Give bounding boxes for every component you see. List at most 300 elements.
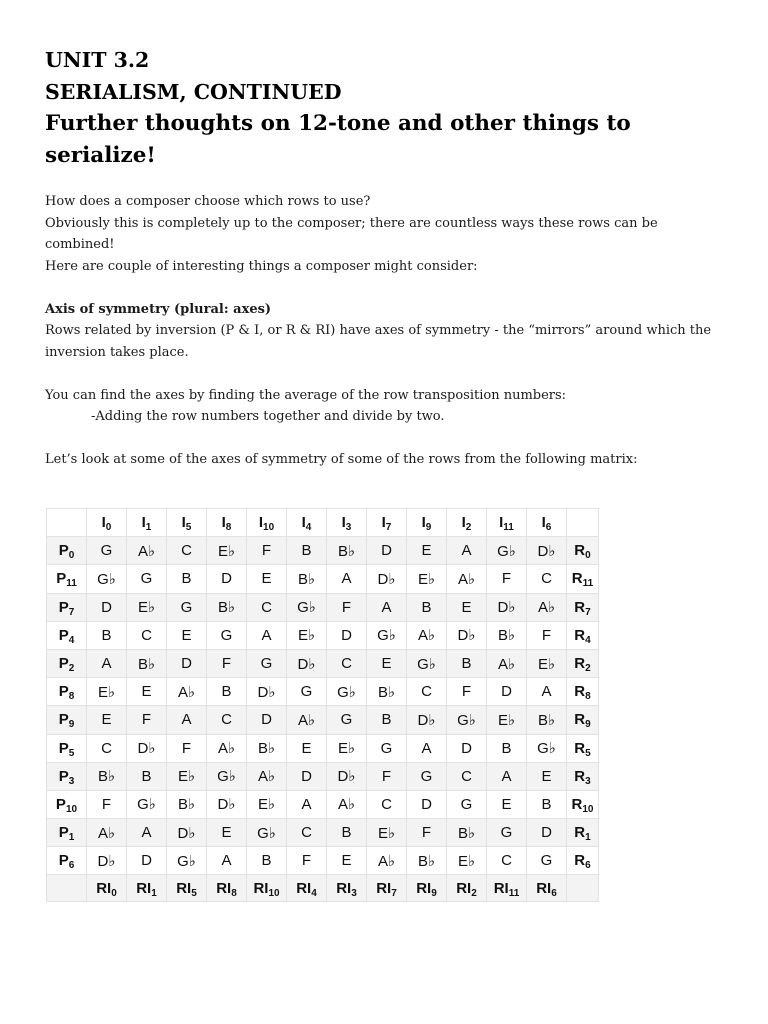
retrograde-inversion-label [407, 875, 447, 902]
note-cell: E♭ [527, 649, 567, 677]
inversion-label [367, 509, 407, 537]
label-letter: R [574, 542, 586, 560]
note-cell: B♭ [367, 678, 407, 706]
label-letter: RI [216, 879, 232, 897]
label-index: 4 [585, 634, 591, 646]
note-cell: G [287, 678, 327, 706]
label-letter: RI [376, 879, 392, 897]
label-letter: R [574, 824, 586, 842]
note-cell: B♭ [407, 847, 447, 875]
note-cell: G♭ [447, 706, 487, 734]
note-cell: F [167, 734, 207, 762]
note-cell: E♭ [447, 847, 487, 875]
label-letter: P [58, 852, 69, 870]
note-cell: A [447, 537, 487, 565]
note-cell: E [167, 621, 207, 649]
label-letter: I [301, 514, 306, 532]
note-cell: A♭ [447, 565, 487, 593]
note-cell: D♭ [167, 819, 207, 847]
note-cell: A♭ [207, 734, 247, 762]
note-cell: E [487, 790, 527, 818]
note-cell: G [207, 621, 247, 649]
label-letter: R [574, 767, 586, 785]
prime-label [47, 649, 87, 677]
inversion-label [527, 509, 567, 537]
note-cell: C [367, 790, 407, 818]
note-cell: E [207, 819, 247, 847]
label-letter: P [58, 542, 69, 560]
note-cell: G♭ [407, 649, 447, 677]
note-cell: A♭ [327, 790, 367, 818]
note-cell: G♭ [127, 790, 167, 818]
label-index: 10 [268, 887, 280, 899]
label-index: 0 [105, 522, 112, 534]
retrograde-label [567, 847, 599, 875]
matrix-footer-row [47, 875, 599, 902]
page-title: SERIALISM, CONTINUED [45, 80, 342, 104]
label-letter: RI [176, 879, 192, 897]
note-cell: E♭ [167, 762, 207, 790]
note-cell: D♭ [447, 621, 487, 649]
label-index: 3 [345, 522, 352, 534]
inversion-label [87, 509, 127, 537]
note-cell: G [327, 706, 367, 734]
note-cell: G [87, 537, 127, 565]
note-cell: E [127, 678, 167, 706]
label-index: 9 [68, 719, 75, 731]
label-index: 3 [351, 887, 357, 899]
note-cell: D♭ [207, 790, 247, 818]
note-cell: G♭ [487, 537, 527, 565]
note-cell: B♭ [207, 593, 247, 621]
label-letter: P [58, 626, 69, 644]
label-letter: I [258, 514, 264, 532]
inversion-label [127, 509, 167, 537]
label-index: 5 [585, 747, 591, 759]
intro-answer: Obviously this is completely up to the composer; there are countless ways these rows can be combined! [45, 215, 658, 252]
retrograde-inversion-label [447, 875, 487, 902]
inversion-label [167, 509, 207, 537]
note-cell: A♭ [247, 762, 287, 790]
matrix-row [47, 593, 599, 621]
label-letter: P [58, 655, 69, 673]
label-index: 1 [585, 832, 591, 844]
note-cell: D [367, 537, 407, 565]
label-index: 6 [68, 860, 75, 872]
note-cell: A♭ [527, 593, 567, 621]
note-cell: E [87, 706, 127, 734]
axis-find-text: You can find the axes by finding the average of the row transposition numbers: [45, 387, 567, 403]
label-index: 6 [551, 887, 557, 899]
note-cell: B [327, 819, 367, 847]
retrograde-label [567, 790, 599, 818]
note-cell: E♭ [287, 621, 327, 649]
note-cell: C [127, 621, 167, 649]
prime-label [47, 593, 87, 621]
note-cell: A [87, 649, 127, 677]
retrograde-label [567, 593, 599, 621]
note-cell: D [327, 621, 367, 649]
retrograde-inversion-label [207, 875, 247, 902]
note-cell: A♭ [367, 847, 407, 875]
note-cell: D [407, 790, 447, 818]
prime-label [47, 678, 87, 706]
note-cell: A [247, 621, 287, 649]
note-cell: D [527, 819, 567, 847]
label-index: 8 [225, 522, 232, 534]
note-cell: A♭ [127, 537, 167, 565]
matrix-row [47, 649, 599, 677]
label-index: 4 [311, 887, 317, 899]
label-index: 2 [465, 522, 472, 534]
label-index: 9 [431, 887, 437, 899]
note-cell: B♭ [127, 649, 167, 677]
note-cell: E♭ [247, 790, 287, 818]
note-cell: F [407, 819, 447, 847]
label-letter: R [571, 570, 583, 588]
note-cell: G♭ [527, 734, 567, 762]
inversion-label [487, 509, 527, 537]
matrix-header-row [47, 509, 599, 537]
label-index: 6 [545, 522, 552, 534]
note-cell: C [207, 706, 247, 734]
note-cell: C [447, 762, 487, 790]
label-index: 7 [385, 522, 392, 534]
note-cell: A [367, 593, 407, 621]
retrograde-label [567, 649, 599, 677]
note-cell: B♭ [487, 621, 527, 649]
label-index: 7 [68, 606, 75, 618]
note-cell: G [487, 819, 527, 847]
label-letter: R [574, 739, 586, 757]
note-cell: D♭ [527, 537, 567, 565]
note-cell: A♭ [287, 706, 327, 734]
label-index: 10 [582, 803, 594, 815]
retrograde-inversion-label [87, 875, 127, 902]
page-subtitle: Further thoughts on 12-tone and other things to serialize! [45, 111, 631, 168]
label-letter: P [58, 739, 69, 757]
retrograde-label [567, 762, 599, 790]
matrix-intro: Let’s look at some of the axes of symmetry of some of the rows from the following matrix: [45, 452, 638, 467]
note-cell: C [527, 565, 567, 593]
label-index: 11 [503, 522, 514, 534]
matrix-row [47, 734, 599, 762]
label-letter: I [141, 514, 146, 532]
label-index: 5 [191, 887, 197, 899]
note-cell: A [127, 819, 167, 847]
note-cell: B [87, 621, 127, 649]
prime-label [47, 790, 87, 818]
retrograde-label [567, 734, 599, 762]
note-cell: E [247, 565, 287, 593]
label-letter: RI [253, 879, 269, 897]
note-cell: G [447, 790, 487, 818]
label-index: 2 [471, 887, 477, 899]
note-cell: B [367, 706, 407, 734]
label-letter: R [571, 795, 583, 813]
note-cell: E♭ [207, 537, 247, 565]
note-cell: A [327, 565, 367, 593]
note-cell: D♭ [247, 678, 287, 706]
note-cell: A [527, 678, 567, 706]
note-cell: B♭ [527, 706, 567, 734]
prime-label [47, 565, 87, 593]
note-cell: E [447, 593, 487, 621]
prime-label [47, 537, 87, 565]
label-letter: RI [296, 879, 312, 897]
label-letter: P [58, 824, 69, 842]
note-cell: G [527, 847, 567, 875]
note-cell: G♭ [87, 565, 127, 593]
prime-label [47, 621, 87, 649]
note-cell: G♭ [247, 819, 287, 847]
label-index: 8 [68, 691, 75, 703]
note-cell: B [447, 649, 487, 677]
retrograde-inversion-label [367, 875, 407, 902]
label-letter: R [574, 655, 586, 673]
label-letter: I [221, 514, 226, 532]
note-cell: E [327, 847, 367, 875]
prime-label [47, 762, 87, 790]
note-cell: B [407, 593, 447, 621]
label-letter: R [574, 711, 586, 729]
note-cell: G [127, 565, 167, 593]
retrograde-inversion-label [487, 875, 527, 902]
note-cell: C [327, 649, 367, 677]
intro-consider: Here are couple of interesting things a composer might consider: [45, 258, 478, 274]
note-cell: G♭ [167, 847, 207, 875]
note-cell: E [287, 734, 327, 762]
note-cell: E♭ [407, 565, 447, 593]
label-letter: I [499, 514, 504, 532]
axis-heading: Axis of symmetry (plural: axes) [45, 301, 272, 317]
label-index: 5 [68, 747, 75, 759]
twelve-tone-matrix [46, 508, 599, 902]
label-index: 2 [68, 663, 75, 675]
label-index: 0 [585, 550, 591, 562]
note-cell: F [207, 649, 247, 677]
note-cell: G [407, 762, 447, 790]
label-letter: I [181, 514, 186, 532]
matrix-corner [47, 875, 87, 902]
note-cell: G [167, 593, 207, 621]
note-cell: E♭ [87, 678, 127, 706]
retrograde-inversion-label [527, 875, 567, 902]
note-cell: C [407, 678, 447, 706]
note-cell: A♭ [487, 649, 527, 677]
label-index: 5 [185, 522, 192, 534]
note-cell: F [87, 790, 127, 818]
retrograde-inversion-label [287, 875, 327, 902]
inversion-label [247, 509, 287, 537]
intro-section [45, 191, 725, 471]
note-cell: B♭ [167, 790, 207, 818]
note-cell: C [87, 734, 127, 762]
label-index: 9 [585, 719, 591, 731]
matrix-row [47, 678, 599, 706]
document-page [45, 44, 725, 471]
label-letter: RI [336, 879, 352, 897]
note-cell: G [247, 649, 287, 677]
inversion-label [407, 509, 447, 537]
label-index: 1 [145, 522, 152, 534]
label-letter: P [56, 570, 67, 588]
label-letter: RI [96, 879, 112, 897]
prime-label [47, 819, 87, 847]
label-letter: RI [136, 879, 152, 897]
prime-label [47, 734, 87, 762]
matrix-corner [567, 509, 599, 537]
matrix-corner [567, 875, 599, 902]
note-cell: F [527, 621, 567, 649]
note-cell: B [127, 762, 167, 790]
unit-heading: UNIT 3.2 [45, 48, 150, 72]
note-cell: G♭ [207, 762, 247, 790]
note-cell: A♭ [407, 621, 447, 649]
note-cell: B [207, 678, 247, 706]
note-cell: B [527, 790, 567, 818]
label-letter: RI [416, 879, 432, 897]
label-letter: R [574, 598, 586, 616]
note-cell: D [487, 678, 527, 706]
note-cell: B♭ [87, 762, 127, 790]
label-letter: P [58, 683, 69, 701]
label-index: 3 [68, 775, 75, 787]
inversion-label [287, 509, 327, 537]
note-cell: A♭ [167, 678, 207, 706]
note-cell: C [247, 593, 287, 621]
note-cell: D♭ [127, 734, 167, 762]
note-cell: D♭ [487, 593, 527, 621]
matrix-row [47, 762, 599, 790]
note-cell: G♭ [287, 593, 327, 621]
note-cell: D♭ [327, 762, 367, 790]
note-cell: D [127, 847, 167, 875]
matrix-row [47, 537, 599, 565]
note-cell: F [327, 593, 367, 621]
note-cell: E♭ [487, 706, 527, 734]
note-cell: C [167, 537, 207, 565]
note-cell: E [527, 762, 567, 790]
label-letter: I [101, 514, 106, 532]
label-index: 4 [305, 522, 312, 534]
label-index: 7 [585, 606, 591, 618]
retrograde-label [567, 621, 599, 649]
label-index: 8 [231, 887, 237, 899]
note-cell: D [167, 649, 207, 677]
retrograde-inversion-label [167, 875, 207, 902]
label-index: 7 [391, 887, 397, 899]
retrograde-inversion-label [327, 875, 367, 902]
note-cell: E [367, 649, 407, 677]
note-cell: F [447, 678, 487, 706]
note-cell: D [287, 762, 327, 790]
label-index: 10 [65, 803, 78, 815]
retrograde-label [567, 537, 599, 565]
note-cell: A [207, 847, 247, 875]
note-cell: G♭ [367, 621, 407, 649]
label-letter: I [381, 514, 386, 532]
note-cell: G♭ [327, 678, 367, 706]
note-cell: B [487, 734, 527, 762]
label-index: 11 [582, 578, 594, 590]
retrograde-label [567, 678, 599, 706]
note-cell: D♭ [367, 565, 407, 593]
note-cell: D [447, 734, 487, 762]
matrix-row [47, 621, 599, 649]
label-letter: I [541, 514, 546, 532]
note-cell: F [367, 762, 407, 790]
matrix-row [47, 706, 599, 734]
note-cell: B [247, 847, 287, 875]
matrix-table [46, 508, 599, 902]
note-cell: B♭ [287, 565, 327, 593]
note-cell: A [487, 762, 527, 790]
label-index: 8 [585, 691, 591, 703]
label-index: 0 [68, 550, 75, 562]
matrix-corner [47, 509, 87, 537]
retrograde-label [567, 706, 599, 734]
label-letter: RI [536, 879, 552, 897]
retrograde-label [567, 819, 599, 847]
note-cell: B♭ [327, 537, 367, 565]
retrograde-inversion-label [127, 875, 167, 902]
note-cell: F [487, 565, 527, 593]
note-cell: F [287, 847, 327, 875]
label-letter: I [461, 514, 466, 532]
label-index: 11 [66, 578, 77, 590]
axis-adding-text: -Adding the row numbers together and divide by two. [91, 409, 445, 424]
prime-label [47, 706, 87, 734]
note-cell: D♭ [407, 706, 447, 734]
intro-question: How does a composer choose which rows to use? [45, 194, 371, 209]
matrix-row [47, 565, 599, 593]
label-letter: I [421, 514, 426, 532]
note-cell: E [407, 537, 447, 565]
label-index: 11 [508, 887, 520, 899]
inversion-label [207, 509, 247, 537]
label-letter: P [55, 795, 66, 813]
label-letter: R [574, 683, 586, 701]
label-index: 2 [585, 663, 591, 675]
note-cell: A [287, 790, 327, 818]
note-cell: E♭ [367, 819, 407, 847]
retrograde-label [567, 565, 599, 593]
note-cell: A [167, 706, 207, 734]
label-index: 1 [151, 887, 157, 899]
note-cell: B♭ [247, 734, 287, 762]
label-letter: RI [456, 879, 472, 897]
label-letter: P [58, 767, 69, 785]
label-index: 6 [585, 860, 591, 872]
note-cell: B [167, 565, 207, 593]
note-cell: B♭ [447, 819, 487, 847]
matrix-row [47, 790, 599, 818]
inversion-label [327, 509, 367, 537]
label-letter: RI [493, 879, 509, 897]
note-cell: A [407, 734, 447, 762]
note-cell: D [87, 593, 127, 621]
label-index: 10 [263, 522, 275, 534]
matrix-row [47, 819, 599, 847]
note-cell: D♭ [87, 847, 127, 875]
note-cell: F [127, 706, 167, 734]
label-index: 0 [111, 887, 117, 899]
matrix-row [47, 847, 599, 875]
label-letter: P [58, 598, 69, 616]
note-cell: C [487, 847, 527, 875]
inversion-label [447, 509, 487, 537]
